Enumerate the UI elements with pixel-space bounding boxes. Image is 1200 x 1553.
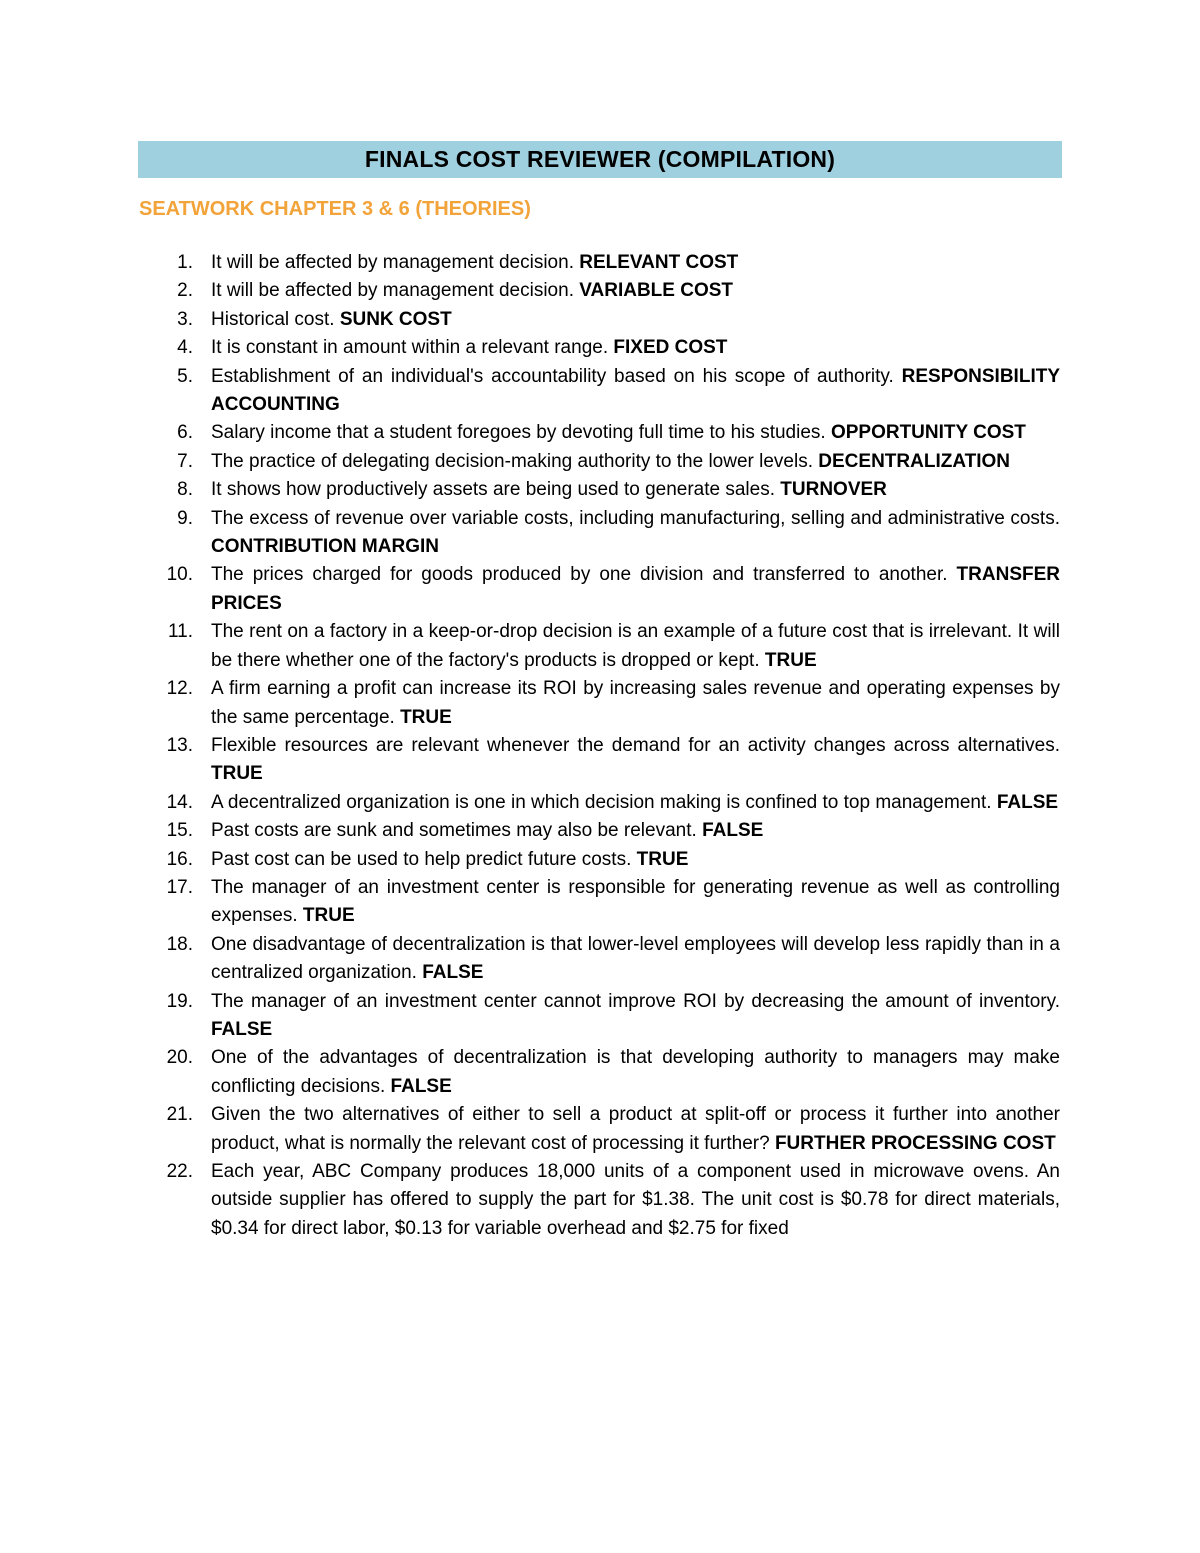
question-text: Establishment of an individual's accountability based on his scope of authority. [211,365,902,387]
question-answer: TRANSFER PRICES [211,564,1060,614]
question-item [150,1044,1060,1101]
question-item [150,277,1060,305]
question-number: 22. [166,1161,193,1182]
question-answer: TURNOVER [780,479,887,501]
question-answer: FALSE [211,1018,273,1040]
question-answer: TRUE [400,706,452,728]
question-list [150,249,1060,1243]
question-number: 4. [177,337,193,359]
question-number: 17. [166,876,193,898]
question-answer: TRUE [211,763,263,785]
title-banner [138,141,1062,178]
question-number: 21. [166,1104,193,1126]
question-text: It will be affected by management decision. [211,252,580,273]
question-text: Salary income that a student foregoes by devoting full time to his studies. [211,422,831,444]
question-item [150,448,1060,476]
question-answer: FIXED COST [613,337,728,359]
question-text: It shows how productively assets are being used to generate sales. [211,479,781,501]
question-number: 18. [166,933,193,955]
question-text: A firm earning a profit can increase its ROI by increasing sales revenue and operating expenses by the same percentage. [211,678,1060,728]
question-answer: TRUE [302,905,355,927]
question-number: 6. [177,422,193,444]
document-title: FINALS COST REVIEWER (COMPILATION) [364,146,836,172]
question-number: 14. [166,791,193,813]
question-text: The prices charged for goods produced by one division and transferred to another. [211,564,957,586]
question-item [150,334,1060,362]
question-item [150,618,1060,675]
question-text: Historical cost. [211,308,340,330]
question-item [150,476,1060,504]
question-item [150,1158,1060,1243]
question-text: The manager of an investment center is responsible for generating revenue as well as controlling expenses. [211,876,1060,927]
question-text: It is constant in amount within a relevant range. [211,337,614,359]
question-number: 13. [166,734,193,756]
question-text: The rent on a factory in a keep-or-drop decision is an example of a future cost that is irrelevant. It will be there whether one of the factory's products is dropped or kept. [211,621,1060,671]
question-item [150,306,1060,334]
question-number: 10. [166,564,193,586]
question-text: The manager of an investment center cannot improve ROI by decreasing the amount of inventory. [211,990,1060,1012]
question-number: 1. [177,252,193,273]
question-answer: FALSE [422,962,484,984]
question-answer: TRUE [636,848,689,870]
question-answer: RESPONSIBILITY ACCOUNTING [211,365,1060,416]
question-answer: OPPORTUNITY COST [830,422,1026,444]
question-text: One disadvantage of decentralization is that lower-level employees will develop less rapidly than in a centralized organization. [211,933,1060,984]
question-number: 15. [166,820,193,842]
question-item [150,732,1060,789]
question-answer: VARIABLE COST [579,280,734,302]
question-number: 7. [177,450,193,472]
question-number: 3. [177,308,193,330]
question-item [150,931,1060,988]
question-item [150,505,1060,562]
question-number: 5. [177,365,193,387]
question-answer: FALSE [996,791,1059,813]
question-answer: RELEVANT COST [579,252,739,273]
question-number: 12. [166,678,193,700]
question-answer: FALSE [390,1075,452,1097]
question-number: 11. [167,621,193,643]
question-text: Past costs are sunk and sometimes may also be relevant. [211,820,703,842]
question-item [150,1101,1060,1158]
question-item [150,874,1060,931]
question-number: 19. [166,990,193,1012]
question-text: A decentralized organization is one in which decision making is confined to top management. [211,791,997,813]
question-text: The practice of delegating decision-making authority to the lower levels. [211,450,819,472]
question-number: 20. [166,1047,193,1069]
section-heading: SEATWORK CHAPTER 3 & 6 (THEORIES) [139,198,531,220]
question-item [150,561,1060,618]
question-text: The excess of revenue over variable costs, including manufacturing, selling and administrative costs. [211,507,1060,529]
question-text: Given the two alternatives of either to sell a product at split-off or process it further into another product, what is normally the relevant cost of processing it further? [211,1104,1060,1154]
question-item [150,846,1060,874]
question-answer: SUNK COST [339,308,452,330]
question-answer: DECENTRALIZATION [818,450,1011,472]
question-text: Flexible resources are relevant whenever the demand for an activity changes across alternatives. [211,734,1060,756]
question-number: 16. [166,848,193,870]
question-answer: FURTHER PROCESSING COST [774,1132,1056,1154]
question-text: One of the advantages of decentralization is that developing authority to managers may make conflicting decisions. [211,1047,1060,1097]
question-item [150,675,1060,732]
question-answer: FALSE [702,820,764,842]
question-answer: TRUE [764,649,817,671]
question-item [150,419,1060,447]
question-item [150,817,1060,845]
question-number: 9. [177,507,193,529]
question-text: It will be affected by management decision. [211,280,580,302]
question-item [150,789,1060,817]
question-text: Each year, ABC Company produces 18,000 units of a component used in microwave ovens. An outside supplier has offered to supply the part for $1.38. The unit cost is $0.78 for direct materials, $0.34 for direct labor, $0.13 for variable overhead and $2.75 for fixed [211,1161,1060,1239]
question-number: 2. [177,280,193,302]
question-item [150,249,1060,277]
question-item [150,363,1060,420]
question-text: Past cost can be used to help predict future costs. [211,848,637,870]
question-item [150,988,1060,1045]
question-answer: CONTRIBUTION MARGIN [211,536,439,558]
question-number: 8. [177,479,193,501]
